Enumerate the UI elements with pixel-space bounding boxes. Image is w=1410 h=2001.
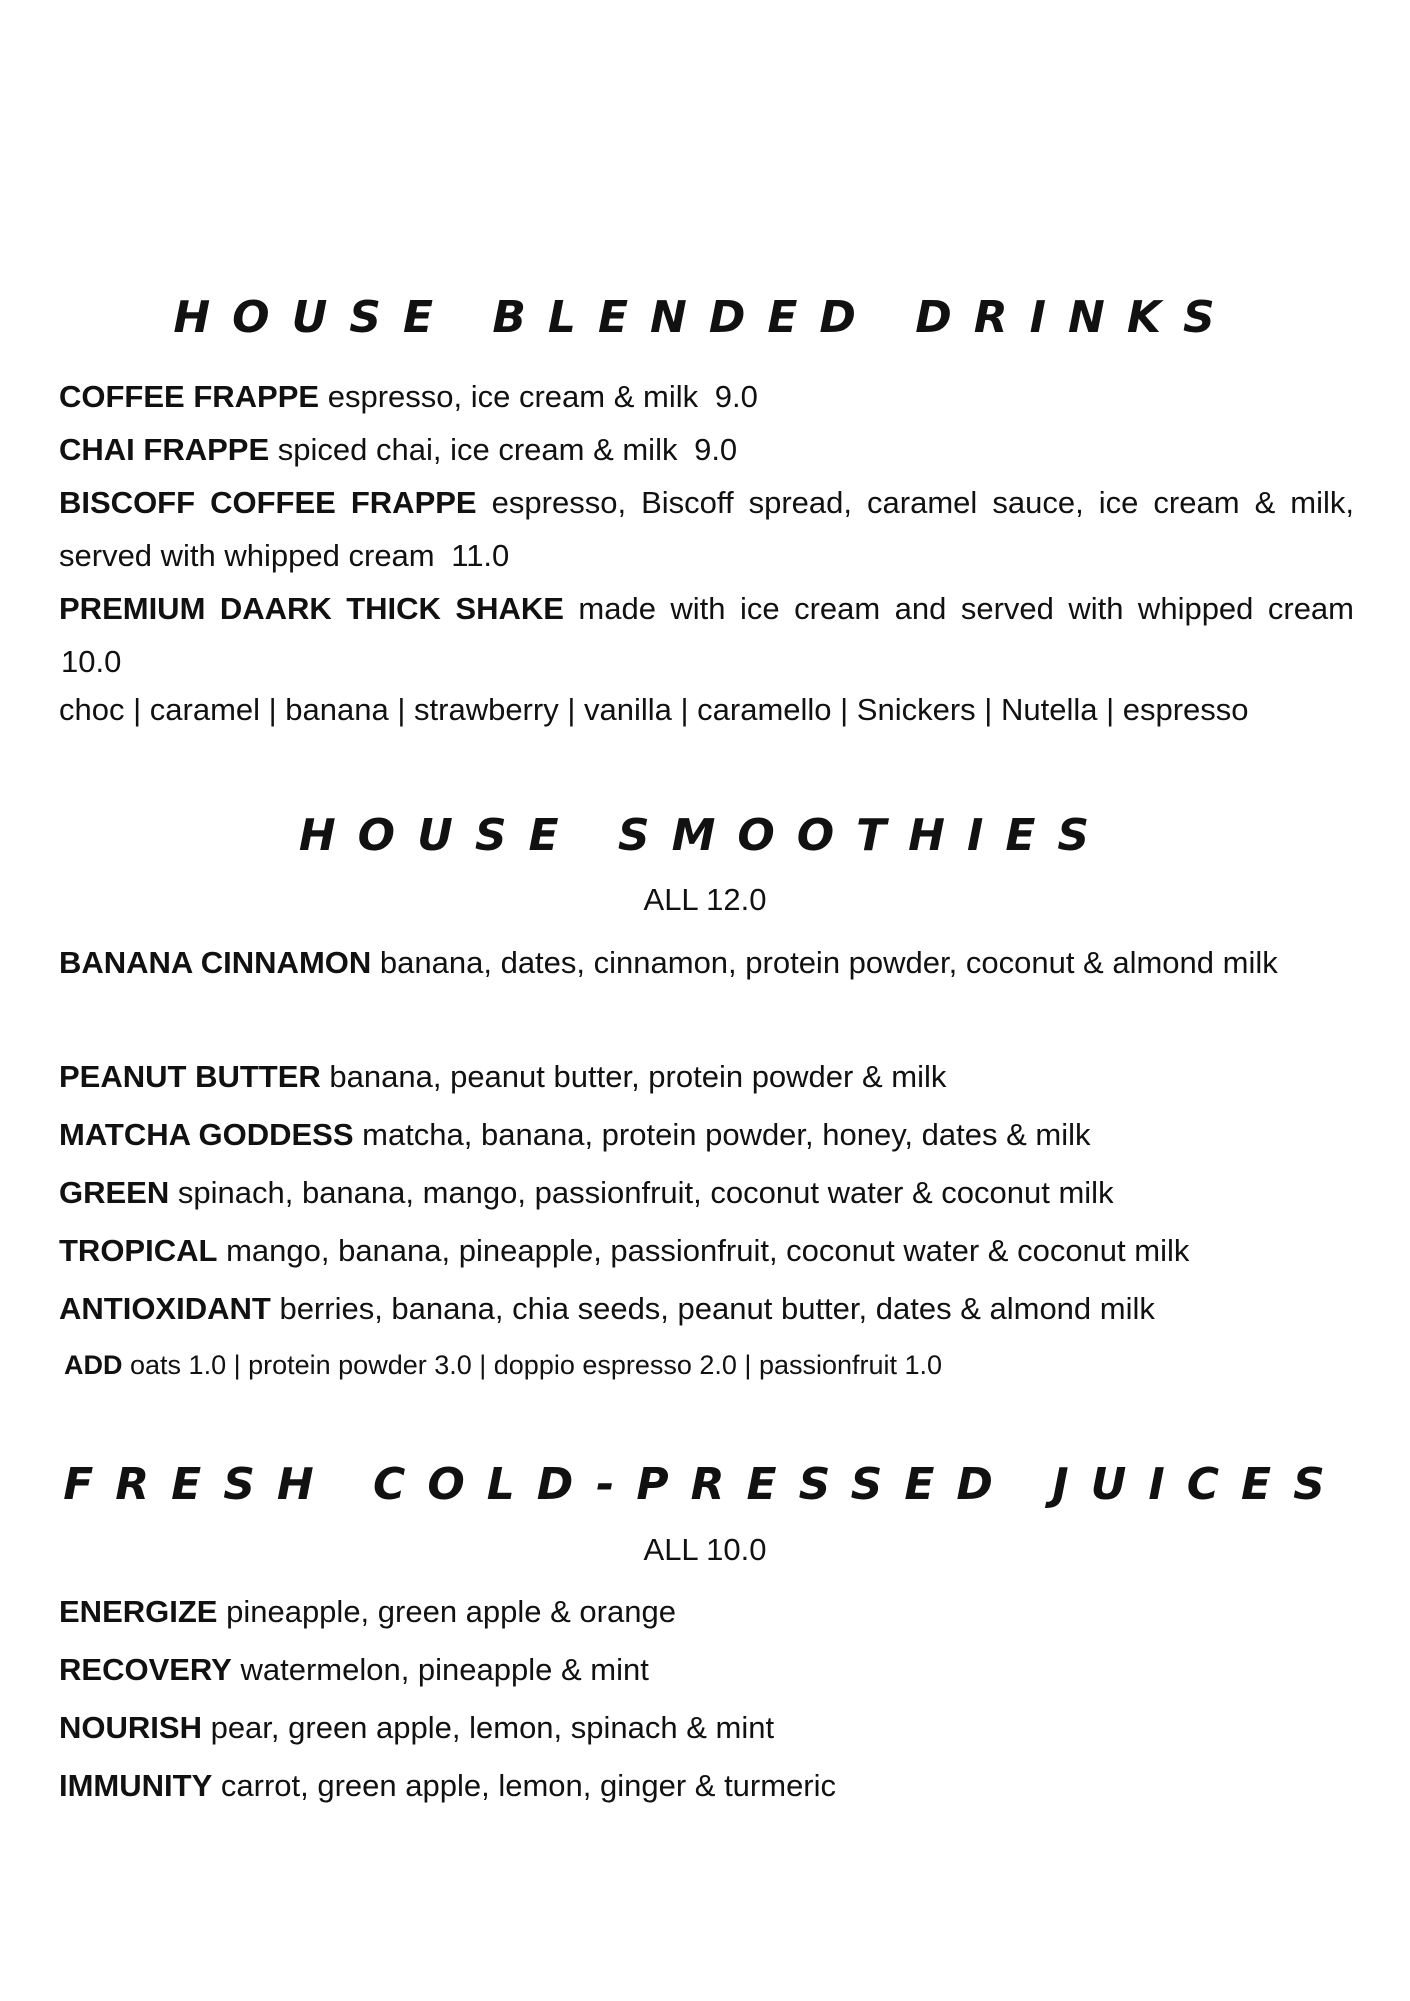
item-description: spinach, banana, mango, passionfruit, coconut water & coconut milk [177,1175,1114,1210]
juices-heading: FRESH COLD-PRESSED JUICES [63,1459,1347,1510]
menu-item-banana-cinnamon [59,934,1354,992]
item-description: carrot, green apple, lemon, ginger & turmeric [220,1768,837,1803]
menu-item-matcha-goddess [59,1108,1354,1161]
item-name: RECOVERY [59,1652,232,1687]
smoothies-price-note: ALL 12.0 [643,882,767,917]
item-name: ANTIOXIDANT [59,1291,271,1326]
item-description: mango, banana, pineapple, passionfruit, coconut water & coconut milk [226,1233,1190,1268]
item-name: PREMIUM DAARK THICK SHAKE [59,591,564,626]
menu-item-green [59,1166,1354,1219]
item-description: made with ice cream and served with whipped cream [578,591,1354,626]
item-name: PEANUT BUTTER [59,1059,321,1094]
menu-item-coffee-frappe [59,370,1354,423]
item-name: COFFEE FRAPPE [59,379,320,414]
juices-price-note: ALL 10.0 [643,1532,767,1567]
item-description: pineapple, green apple & orange [226,1594,676,1629]
menu-item-tropical [59,1224,1354,1277]
item-name: ENERGIZE [59,1594,218,1629]
item-description: banana, dates, cinnamon, protein powder, coconut & almond milk [379,945,1278,980]
item-description: espresso, ice cream & milk [327,379,699,414]
item-price: 11.0 [451,538,510,573]
menu-item-peanut-butter [59,1050,1354,1103]
item-description: berries, banana, chia seeds, peanut butter, dates & almond milk [279,1291,1155,1326]
addons-list: oats 1.0 | protein powder 3.0 | doppio espresso 2.0 | passionfruit 1.0 [130,1350,943,1380]
menu-item-immunity [59,1759,1354,1812]
item-name: BANANA CINNAMON [59,945,372,980]
item-description: espresso, Biscoff spread, caramel sauce, ice cream & milk, served with whipped cream [59,485,1354,573]
item-name: TROPICAL [59,1233,218,1268]
item-price: 9.0 [694,432,738,467]
item-description: banana, peanut butter, protein powder & milk [329,1059,947,1094]
smoothies-heading: HOUSE SMOOTHIES [298,810,1112,861]
item-name: NOURISH [59,1710,202,1745]
menu-item-nourish [59,1701,1354,1754]
blended-drinks-heading: HOUSE BLENDED DRINKS [173,292,1237,343]
item-description: spiced chai, ice cream & milk [277,432,678,467]
item-name: GREEN [59,1175,170,1210]
item-price: 10.0 [61,644,122,679]
smoothie-addons [64,1350,942,1381]
item-description: matcha, banana, protein powder, honey, dates & milk [362,1117,1091,1152]
addons-label: ADD [64,1350,123,1380]
item-name: CHAI FRAPPE [59,432,270,467]
menu-item-recovery [59,1643,1354,1696]
shake-flavour-list: choc | caramel | banana | strawberry | vanilla | caramello | Snickers | Nutella | espresso [59,692,1249,727]
menu-item-energize [59,1585,1354,1638]
menu-item-antioxidant [59,1282,1354,1335]
item-description: pear, green apple, lemon, spinach & mint [210,1710,775,1745]
menu-item-chai-frappe [59,423,1354,476]
menu-item-biscoff-coffee-frappe [59,476,1354,582]
item-name: IMMUNITY [59,1768,213,1803]
item-name: MATCHA GODDESS [59,1117,354,1152]
item-description: watermelon, pineapple & mint [240,1652,649,1687]
item-price: 9.0 [714,379,758,414]
menu-item-premium-thick-shake [59,582,1354,688]
item-name: BISCOFF COFFEE FRAPPE [59,485,477,520]
